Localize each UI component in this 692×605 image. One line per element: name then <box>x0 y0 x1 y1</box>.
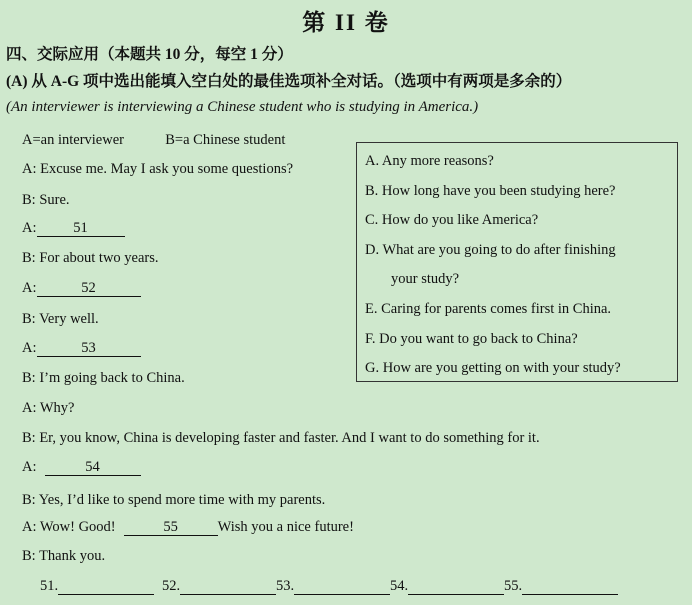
dialogue-line: A: Why? <box>22 400 75 416</box>
options-box <box>356 142 678 382</box>
subsection-instruction: (A) 从 A-G 项中选出能填入空白处的最佳选项补全对话。（选项中有两项是多余的） <box>6 73 572 90</box>
answer-blank-51[interactable]: 51 <box>37 221 125 237</box>
option-a: A. Any more reasons? <box>365 153 494 169</box>
dialogue-line <box>22 220 125 237</box>
answer-blank-52[interactable]: 52 <box>37 281 141 297</box>
answer-field-51[interactable] <box>40 578 154 595</box>
answer-line[interactable] <box>408 579 504 595</box>
page-title: 第 II 卷 <box>302 10 390 35</box>
role-interviewer: A=an interviewer <box>22 132 124 148</box>
dialogue-line: A: Excuse me. May I ask you some questions? <box>22 161 294 177</box>
option-f: F. Do you want to go back to China? <box>365 331 578 347</box>
answer-label: 53. <box>276 578 295 594</box>
answer-line[interactable] <box>522 579 618 595</box>
speaker-prefix: A: <box>22 340 37 356</box>
option-e: E. Caring for parents comes first in China. <box>365 301 612 317</box>
answer-label: 52. <box>162 578 181 594</box>
answer-field-52[interactable] <box>162 578 276 595</box>
option-d-continued: your study? <box>391 271 460 287</box>
answer-blank-55[interactable]: 55 <box>124 520 218 536</box>
speaker-prefix: A: <box>22 280 37 296</box>
option-c: C. How do you like America? <box>365 212 539 228</box>
dialogue-line <box>22 340 141 357</box>
context-note: (An interviewer is interviewing a Chinese student who is studying in America.) <box>6 99 479 115</box>
roles-line <box>22 132 285 149</box>
answer-field-53[interactable] <box>276 578 390 595</box>
answer-line[interactable] <box>58 579 154 595</box>
answer-field-54[interactable] <box>390 578 504 595</box>
dialogue-line: B: Very well. <box>22 311 99 327</box>
dialogue-line: B: Thank you. <box>22 548 106 564</box>
role-student: B=a Chinese student <box>165 132 286 148</box>
answer-field-55[interactable] <box>504 578 618 595</box>
option-d: D. What are you going to do after finishing <box>365 242 616 258</box>
section-heading: 四、交际应用（本题共 10 分，每空 1 分） <box>6 46 293 63</box>
dialogue-line: B: I’m going back to China. <box>22 370 185 386</box>
option-b: B. How long have you been studying here? <box>365 183 616 199</box>
dialogue-line: B: Sure. <box>22 192 70 208</box>
answer-line[interactable] <box>180 579 276 595</box>
answer-line[interactable] <box>294 579 390 595</box>
answer-blank-53[interactable]: 53 <box>37 341 141 357</box>
dialogue-suffix: Wish you a nice future! <box>217 519 354 535</box>
answer-label: 55. <box>504 578 523 594</box>
dialogue-line <box>22 459 141 476</box>
dialogue-line: B: Yes, I’d like to spend more time with my parents. <box>22 492 326 508</box>
answer-blank-54[interactable]: 54 <box>45 460 141 476</box>
dialogue-line: B: For about two years. <box>22 250 159 266</box>
speaker-prefix: A: Wow! Good! <box>22 519 116 535</box>
speaker-prefix: A: <box>22 459 37 475</box>
answer-label: 51. <box>40 578 59 594</box>
dialogue-line <box>22 280 141 297</box>
option-g: G. How are you getting on with your study? <box>365 360 621 376</box>
speaker-prefix: A: <box>22 220 37 236</box>
dialogue-line <box>22 519 354 536</box>
dialogue-line: B: Er, you know, China is developing faster and faster. And I want to do something for it. <box>22 430 540 446</box>
answer-label: 54. <box>390 578 409 594</box>
